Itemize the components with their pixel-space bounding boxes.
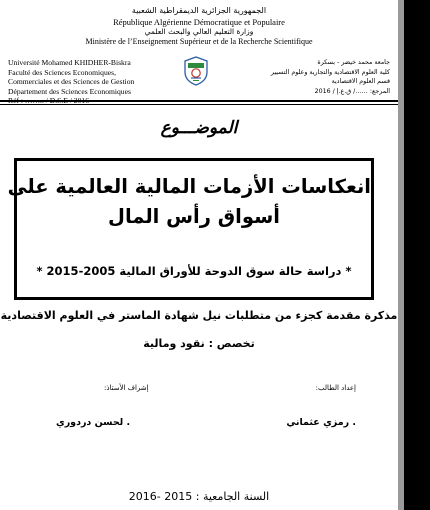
- header-divider-thin: [0, 104, 398, 105]
- faculty-name-fr-1: Faculté des Sciences Economiques,: [8, 67, 116, 77]
- faculty-name-ar: كلية العلوم الاقتصادية والتجارية وعلوم التسيير: [270, 68, 390, 76]
- supervisor-label: إشراف الأستاذ:: [104, 384, 149, 392]
- university-logo: [183, 56, 209, 86]
- page-edge-shadow: [404, 0, 430, 510]
- supervisor-name: . لحسن دردوري: [56, 417, 131, 428]
- reference-ar: المرجع: ……/ ق.ع.إ / 2016: [314, 87, 390, 95]
- header-ministry-fr: Ministère de l’Enseignement Supérieur et de la Recherche Scientifique: [85, 37, 313, 46]
- student-label: إعداد الطالب:: [315, 384, 356, 392]
- specialty: تخصص : نقود ومالية: [143, 337, 255, 350]
- department-name-ar: قسم العلوم الاقتصادية: [331, 78, 390, 86]
- thesis-title-line-2: أسواق رأس المال: [108, 205, 280, 228]
- title-box: [7, 158, 374, 300]
- faculty-name-fr-2: Commerciales et des Sciences de Gestion: [8, 77, 135, 87]
- thesis-purpose: مذكرة مقدمة كجزء من متطلبات نيل شهادة الماستر في العلوم الاقتصادية: [0, 309, 398, 322]
- department-name-fr: Département des Sciences Economiques: [8, 86, 131, 96]
- header-ministry-ar: وزارة التعليم العالي والبحث العلمي: [144, 27, 254, 36]
- header-divider: [0, 100, 398, 102]
- header-republic-fr: République Algérienne Démocratique et Populaire: [113, 17, 285, 27]
- university-name-ar: جامعة محمد خيضر - بسكرة: [317, 59, 390, 66]
- university-name-fr: Université Mohamed KHIDHER-Biskra: [8, 58, 131, 67]
- academic-year: السنة الجامعية : 2015 -2016: [128, 490, 270, 503]
- header-republic-ar: الجمهورية الجزائرية الديمقراطية الشعبية: [131, 6, 267, 15]
- thesis-title-line-1: انعكاسات الأزمات المالية العالمية على: [7, 175, 371, 198]
- case-study-subtitle: * دراسة حالة سوق الدوحة للأوراق المالية 2005-2015 *: [36, 264, 352, 278]
- institution-block-fr: [8, 58, 178, 106]
- student-name: . رمزي عثماني: [286, 417, 356, 428]
- institution-block-ar: [230, 58, 390, 96]
- subject-heading: الموضـــوع: [160, 118, 238, 138]
